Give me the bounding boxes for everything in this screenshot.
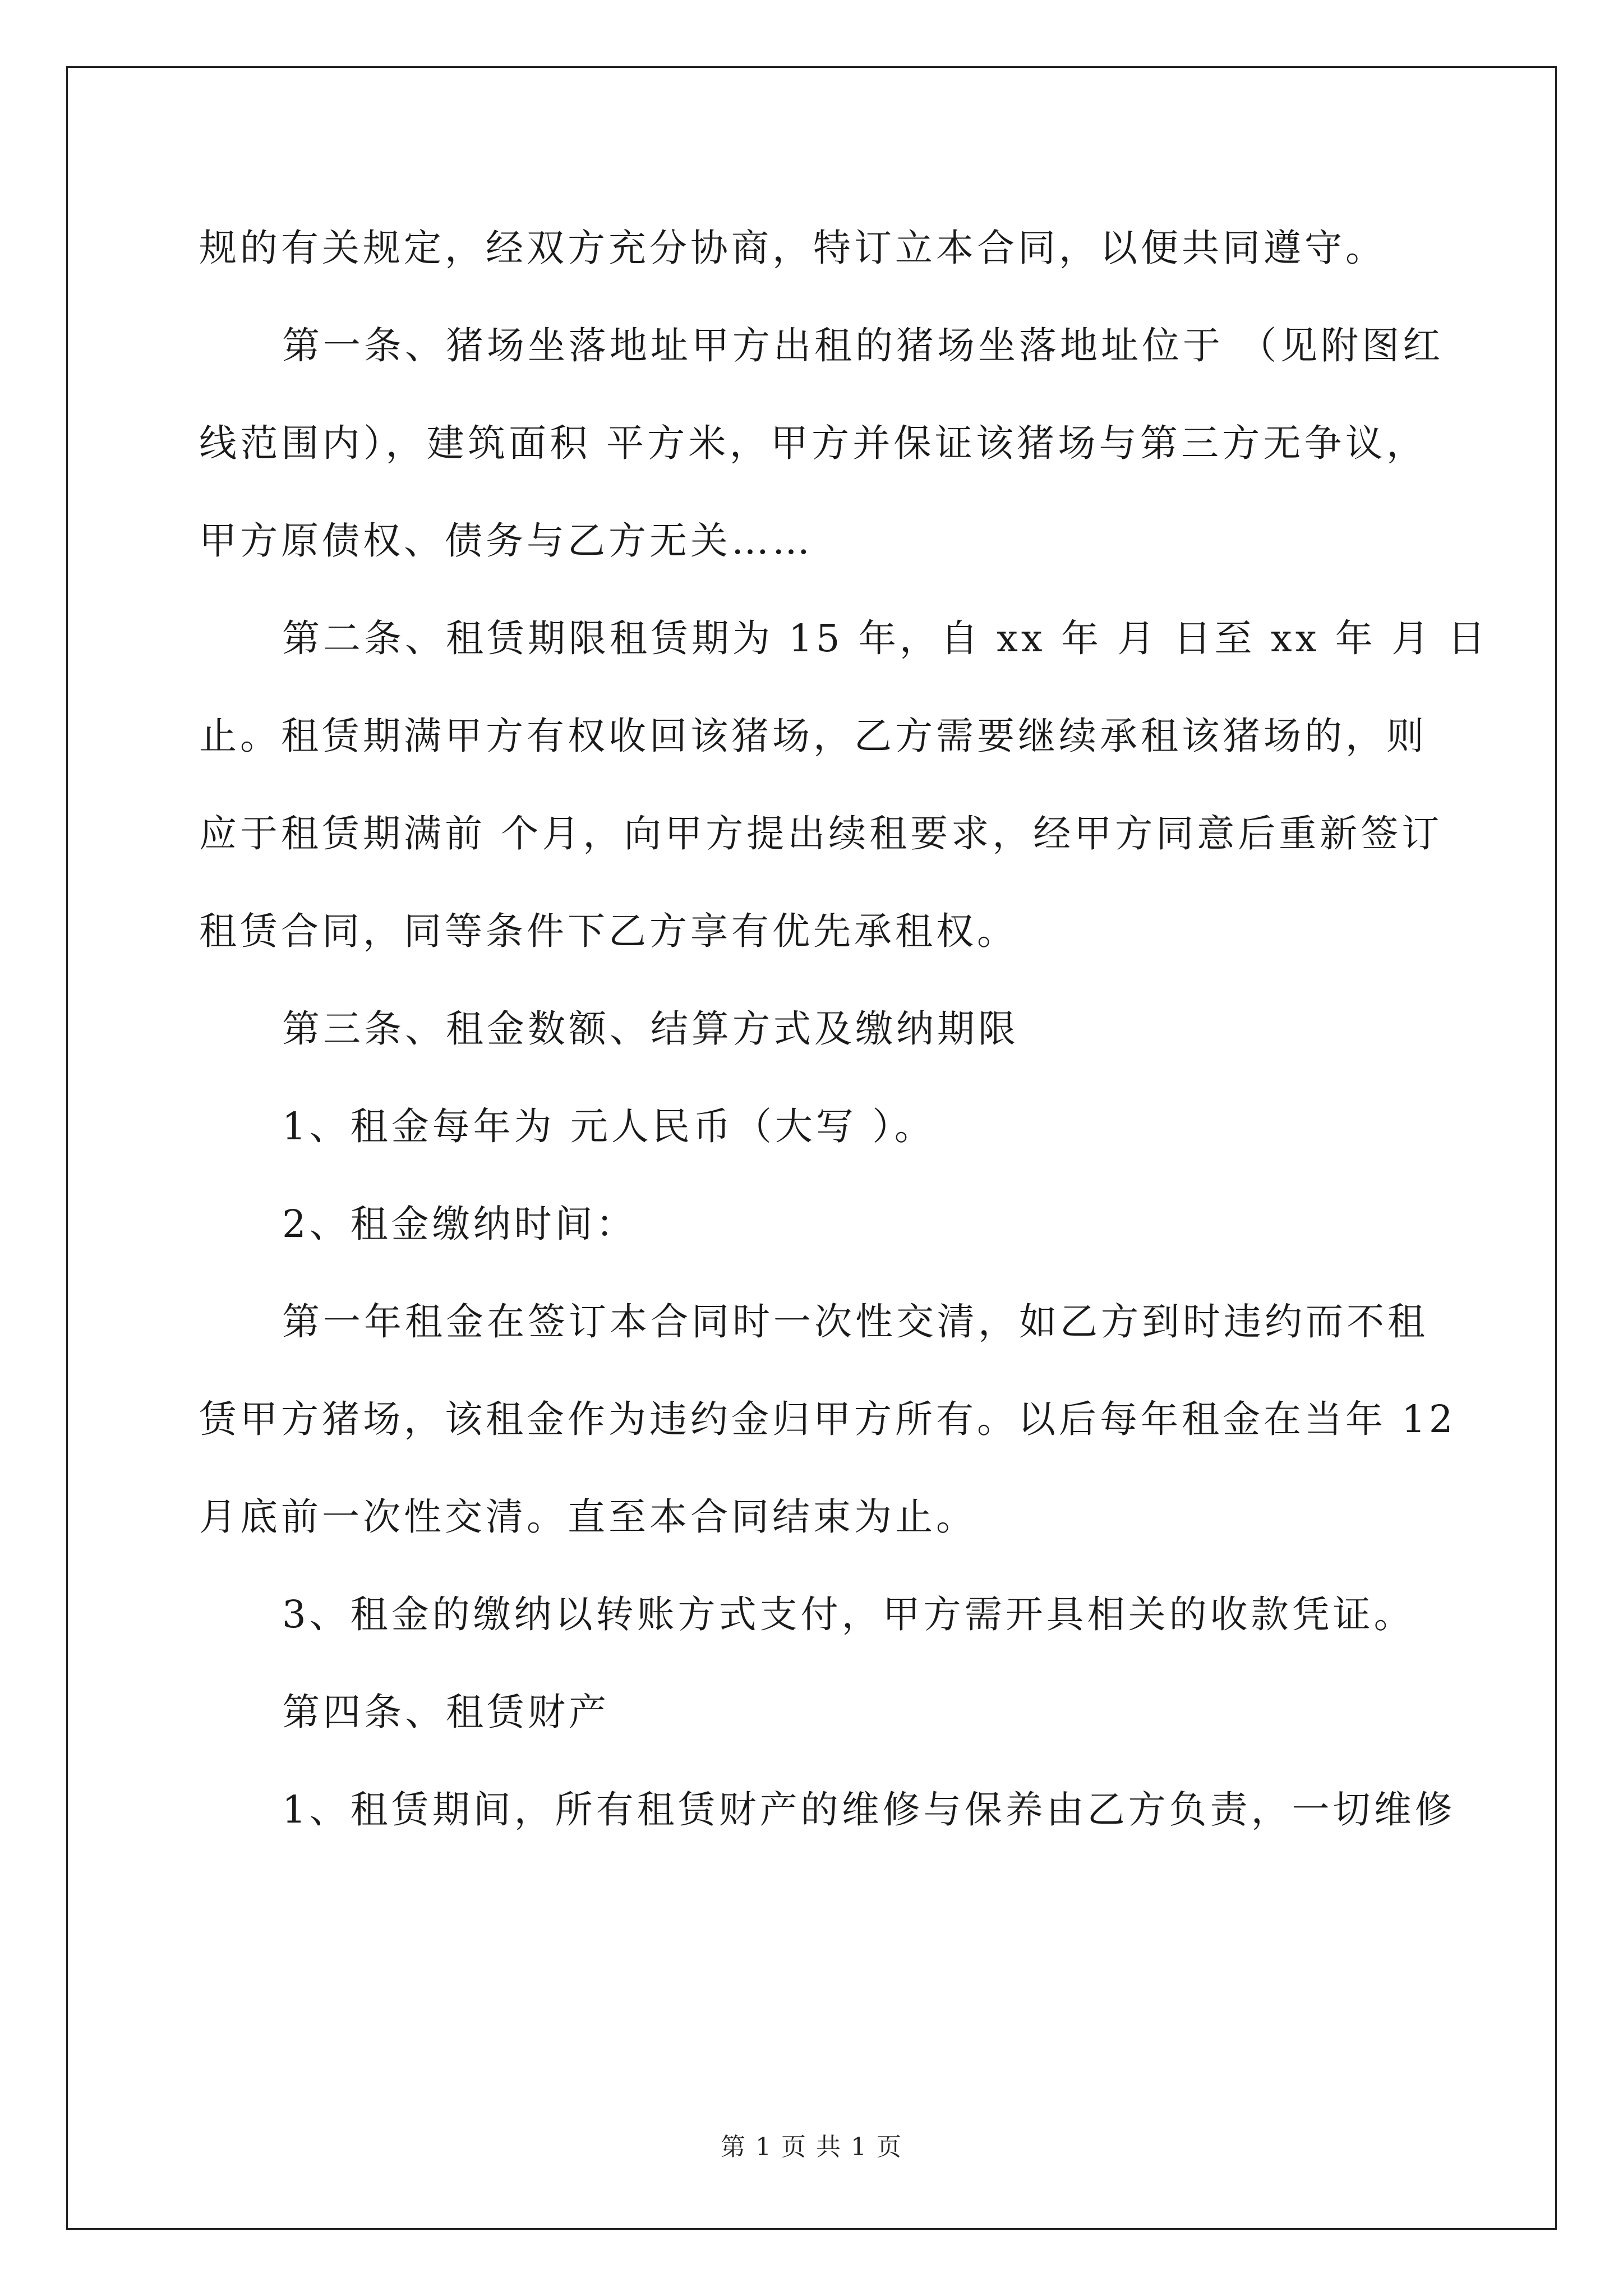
text-line-4: 甲方原债权、债务与乙方无关……	[199, 519, 813, 563]
text-line-17: 1、租赁期间，所有租赁财产的维修与保养由乙方负责，一切维修	[282, 1788, 1456, 1832]
text-line-1: 规的有关规定，经双方充分协商，特订立本合同，以便共同遵守。	[199, 226, 1386, 270]
text-line-2: 第一条、猪场坐落地址甲方出租的猪场坐落地址位于 （见附图红	[282, 324, 1444, 367]
text-line-10: 1、租金每年为 元人民币（大写 ）。	[282, 1105, 935, 1148]
text-line-14: 月底前一次性交清。直至本合同结束为止。	[199, 1495, 977, 1539]
text-line-9: 第三条、租金数额、结算方式及缴纳期限	[282, 1007, 1019, 1051]
text-line-7: 应于租赁期满前 个月，向甲方提出续租要求，经甲方同意后重新签订	[199, 812, 1443, 855]
text-line-13: 赁甲方猪场，该租金作为违约金归甲方所有。以后每年租金在当年 12	[199, 1397, 1456, 1441]
text-line-16: 第四条、租赁财产	[282, 1690, 610, 1734]
text-line-8: 租赁合同，同等条件下乙方享有优先承租权。	[199, 909, 1018, 953]
text-line-11: 2、租金缴纳时间：	[282, 1202, 637, 1246]
page-number-footer: 第 1 页 共 1 页	[721, 2133, 902, 2161]
document-body	[199, 199, 1489, 1858]
text-line-6: 止。租赁期满甲方有权收回该猪场，乙方需要继续承租该猪场的，则	[199, 714, 1427, 758]
text-line-3: 线范围内），建筑面积 平方米，甲方并保证该猪场与第三方无争议，	[199, 421, 1427, 465]
text-line-5: 第二条、租赁期限租赁期为 15 年，自 xx 年 月 日至 xx 年 月 日	[282, 616, 1489, 660]
text-line-12: 第一年租金在签订本合同时一次性交清，如乙方到时违约而不租	[282, 1300, 1428, 1343]
text-line-15: 3、租金的缴纳以转账方式支付，甲方需开具相关的收款凭证。	[282, 1593, 1415, 1636]
